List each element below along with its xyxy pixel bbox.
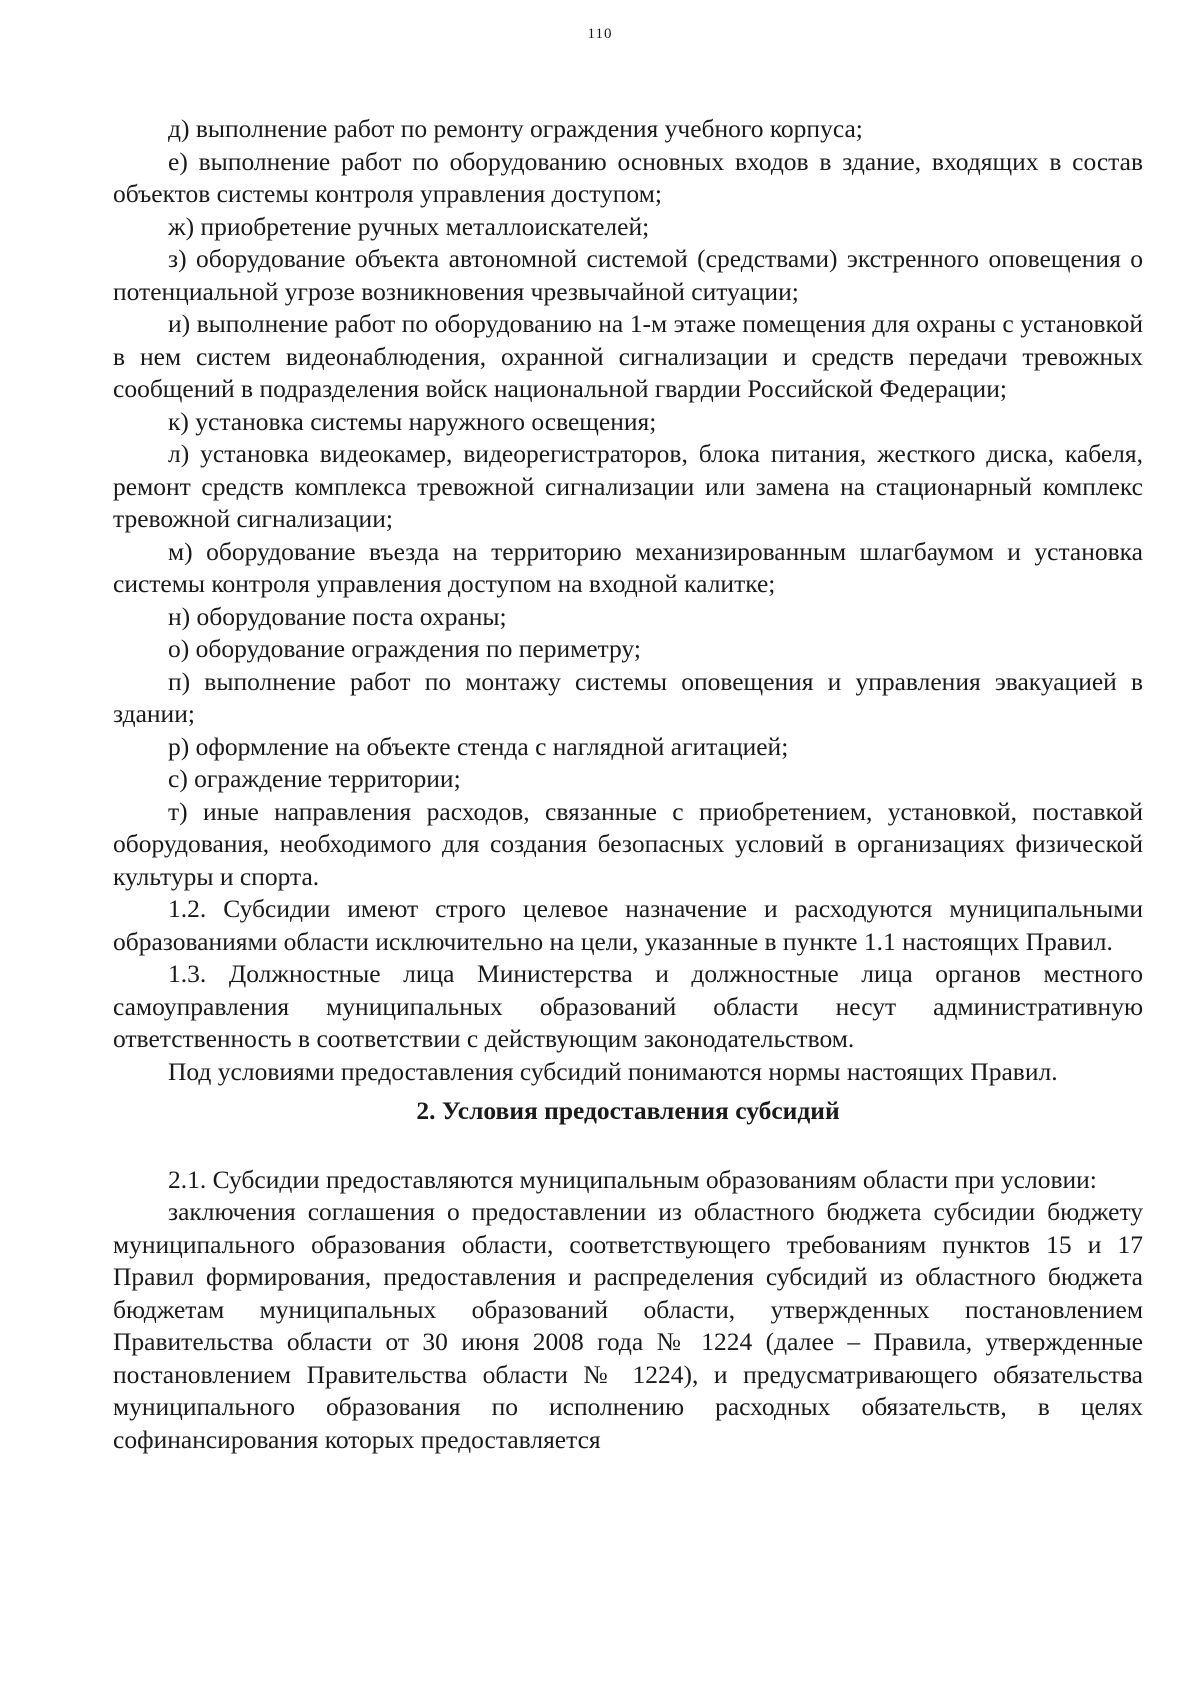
agreement-condition: заключения соглашения о предоставлении из областного бюджета субсидии бюджету муниципального образования области, соответствующего требованиям пунктов 15 и 17 Правил формирования, предоставления и распределения субсидий из областного бюджета бюджетам муниципальных образований области, утвержденных постановлением Правительства области от 30 июня 2008 года № 1224 (далее – Правила, утвержденные постановлением Правительства области № 1224), и предусматривающего обязательства муниципального образования по исполнению расходных обязательств, в целях софинансирования которых предоставляется [113, 1197, 1143, 1454]
clause-1-3: 1.3. Должностные лица Министерства и должностные лица органов местного самоуправления муниципальных образований области несут административную ответственность в соответствии с действующим законодательством. [113, 959, 1143, 1053]
clause-1-2: 1.2. Субсидии имеют строго целевое назначение и расходуются муниципальными образованиями области исключительно на цели, указанные в пункте 1.1 настоящих Правил. [113, 894, 1143, 956]
clause-2-1: 2.1. Субсидии предоставляются муниципальным образованиям области при условии: [168, 1164, 1097, 1194]
list-item-p: п) выполнение работ по монтажу системы оповещения и управления эвакуацией в здании; [113, 666, 1143, 728]
list-item-d: д) выполнение работ по ремонту ограждения учебного корпуса; [168, 114, 863, 143]
list-item-o: о) оборудование ограждения по периметру; [168, 634, 641, 663]
list-item-k: к) установка системы наружного освещения; [168, 406, 657, 436]
document-body [113, 113, 1143, 1456]
page-number: 110 [587, 26, 613, 42]
list-item-m: м) оборудование въезда на территорию механизированным шлагбаумом и установка системы контроля управления доступом на входной калитке; [113, 536, 1143, 598]
conditions-note: Под условиями предоставления субсидий понимаются нормы настоящих Правил. [168, 1056, 1058, 1086]
list-item-r: р) оформление на объекте стенда с наглядной агитацией; [168, 731, 789, 761]
section-heading: 2. Условия предоставления субсидий [416, 1096, 840, 1125]
list-item-n: н) оборудование поста охраны; [168, 601, 507, 631]
list-item-z: з) оборудование объекта автономной системой (средствами) экстренного оповещения о потенциальной угрозе возникновения чрезвычайной ситуации; [113, 244, 1143, 306]
list-item-e: е) выполнение работ по оборудованию основных входов в здание, входящих в состав объектов системы контроля управления доступом; [113, 146, 1143, 208]
list-item-zh: ж) приобретение ручных металлоискателей; [168, 211, 650, 241]
list-item-i: и) выполнение работ по оборудованию на 1-м этаже помещения для охраны с установкой в нем систем видеонаблюдения, охранной сигнализации и средств передачи тревожных сообщений в подразделения войск национальной гвардии Российской Федерации; [113, 309, 1143, 403]
list-item-l: л) установка видеокамер, видеорегистраторов, блока питания, жесткого диска, кабеля, ремонт средств комплекса тревожной сигнализации или замена на стационарный комплекс тревожной сигнализации; [113, 439, 1143, 533]
list-item-t: т) иные направления расходов, связанные с приобретением, установкой, поставкой оборудования, необходимого для создания безопасных условий в организациях физической культуры и спорта. [113, 796, 1143, 891]
list-item-s: с) ограждение территории; [168, 764, 461, 793]
